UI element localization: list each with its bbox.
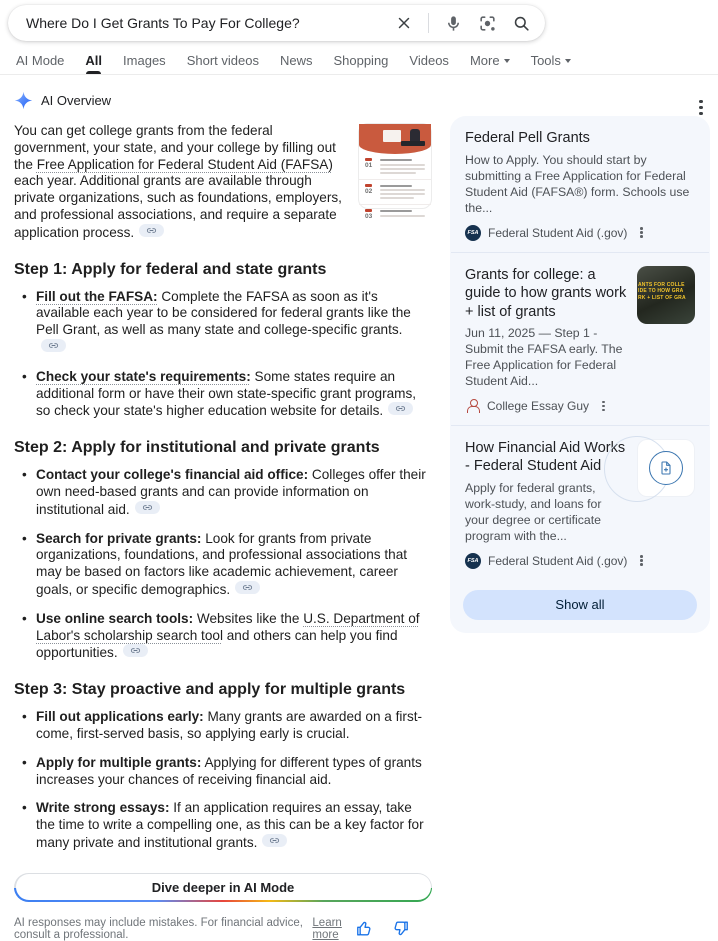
college-essay-guy-favicon bbox=[465, 398, 480, 413]
tab-more[interactable]: More bbox=[470, 46, 510, 74]
clear-icon[interactable] bbox=[395, 14, 413, 32]
link-icon bbox=[142, 502, 153, 513]
ai-overview-panel bbox=[14, 90, 432, 941]
dive-deeper-button[interactable]: Dive deeper in AI Mode bbox=[14, 873, 432, 902]
source-kebab-icon[interactable] bbox=[637, 553, 646, 569]
tab-ai-mode[interactable]: AI Mode bbox=[16, 52, 65, 68]
tab-all[interactable]: All bbox=[85, 46, 102, 74]
link-icon bbox=[242, 582, 253, 593]
citation-chip[interactable] bbox=[262, 834, 287, 847]
step-2-heading: Step 2: Apply for institutional and private grants bbox=[14, 439, 380, 457]
show-all-button[interactable]: Show all bbox=[463, 590, 697, 620]
bullet-item: • Use online search tools: Websites like the U.S. Department of Labor's scholarship search tool and others can help you find opportunities. bbox=[14, 611, 432, 662]
intro-text: each year. Additional grants are available through private organizations, such as foundations, employers, and professional associations, and require a separate application process. bbox=[14, 173, 342, 240]
bullet-item: • Contact your college's financial aid office: Colleges offer their own need-based grants and can provide information on institutional aid. bbox=[14, 467, 432, 518]
ai-overview-intro bbox=[14, 123, 432, 242]
search-input[interactable]: Where Do I Get Grants To Pay For College? bbox=[26, 15, 300, 31]
tab-shopping[interactable]: Shopping bbox=[333, 52, 389, 68]
ai-overview-label: AI Overview bbox=[41, 92, 112, 108]
step-3-bullets bbox=[14, 709, 432, 852]
source-card-title[interactable]: Federal Pell Grants bbox=[465, 130, 590, 146]
source-card-desc: Jun 11, 2025 — Step 1 - Submit the FAFSA early. The Free Application for Federal Student Aid... bbox=[465, 326, 623, 388]
link-icon bbox=[130, 645, 141, 656]
source-card-desc: How to Apply. You should start by submitting a Free Application for Federal Student Aid (FAFSA®) form. Schools use the... bbox=[465, 152, 690, 215]
tab-news[interactable]: News bbox=[279, 52, 313, 68]
bullet-item: • Write strong essays: If an application requires an essay, take the time to write a compelling one, as this can be a key factor for many private and institutional grants. bbox=[14, 800, 432, 851]
step-1-heading: Step 1: Apply for federal and state grants bbox=[14, 260, 327, 278]
fill-out-fafsa-link[interactable]: Fill out the FAFSA: bbox=[36, 288, 158, 304]
intro-infographic-thumbnail[interactable]: 01 02 03 bbox=[358, 123, 432, 209]
source-card-grants-for-college[interactable] bbox=[450, 253, 710, 425]
source-thumbnail-document[interactable] bbox=[637, 439, 695, 497]
source-card-how-financial-aid-works[interactable] bbox=[450, 426, 710, 580]
search-icon[interactable] bbox=[512, 14, 531, 33]
source-name: Federal Student Aid (.gov) bbox=[488, 225, 628, 240]
federal-student-aid-favicon: FSA bbox=[465, 225, 481, 241]
search-bar-divider bbox=[428, 13, 429, 33]
lens-icon[interactable] bbox=[478, 14, 497, 33]
tab-short-videos[interactable]: Short videos bbox=[186, 52, 259, 68]
results-tab-bar bbox=[0, 46, 718, 75]
federal-student-aid-favicon: FSA bbox=[465, 553, 481, 569]
learn-more-link[interactable]: Learn more bbox=[312, 916, 342, 941]
source-card-federal-pell-grants[interactable] bbox=[450, 116, 710, 252]
link-icon bbox=[395, 403, 406, 414]
source-card-desc: Apply for federal grants, work-study, and loans for your degree or certificate program with the... bbox=[465, 480, 602, 543]
sources-panel bbox=[450, 116, 710, 633]
citation-chip[interactable] bbox=[235, 581, 260, 594]
intro-text: You can get college grants from the federal government, your state, and your college by filling out the bbox=[14, 123, 336, 172]
step-1-bullets bbox=[14, 289, 432, 421]
chevron-down-icon bbox=[504, 59, 510, 63]
bullet-item: • Apply for multiple grants: Applying for different types of grants increases your chances of receiving financial aid. bbox=[14, 755, 432, 789]
disclaimer-text: AI responses may include mistakes. For financial advice, consult a professional. bbox=[14, 916, 303, 941]
bullet-item: • Search for private grants: Look for grants from private organizations, foundations, and professional associations that may be based on factors like academic achievement, career goals, or specific demographics. bbox=[14, 531, 432, 599]
citation-chip[interactable] bbox=[388, 402, 413, 415]
mic-icon[interactable] bbox=[444, 14, 463, 33]
bullet-item: • Check your state's requirements: Some states require an additional form or have their own state-specific grant programs, so check your state's higher education website for details. bbox=[14, 369, 432, 420]
bullet-item: • Fill out the FAFSA: Complete the FAFSA as soon as it's available each year to be considered for federal grants like the Pell Grant, as well as many state and college-specific grants. bbox=[14, 289, 432, 357]
link-icon bbox=[48, 340, 59, 351]
tab-tools[interactable]: Tools bbox=[531, 46, 571, 74]
search-bar[interactable] bbox=[8, 5, 545, 41]
citation-chip[interactable] bbox=[135, 501, 160, 514]
source-card-title[interactable]: Grants for college: a guide to how grants work + list of grants bbox=[465, 266, 627, 320]
document-plus-icon bbox=[658, 460, 674, 476]
citation-chip[interactable] bbox=[139, 224, 164, 237]
chevron-down-icon bbox=[565, 59, 571, 63]
thumbs-down-icon[interactable] bbox=[391, 919, 410, 938]
source-name: Federal Student Aid (.gov) bbox=[488, 553, 628, 568]
dol-scholarship-tool-link[interactable]: U.S. Department of Labor's scholarship search tool bbox=[36, 610, 420, 643]
link-icon bbox=[146, 225, 157, 236]
ai-disclaimer-row bbox=[14, 917, 432, 941]
citation-chip[interactable] bbox=[41, 339, 66, 352]
step-3-heading: Step 3: Stay proactive and apply for multiple grants bbox=[14, 681, 406, 699]
source-kebab-icon[interactable] bbox=[637, 225, 646, 241]
citation-chip[interactable] bbox=[123, 644, 148, 657]
fafsa-link[interactable]: Free Application for Federal Student Aid (FAFSA) bbox=[36, 156, 333, 172]
ai-overview-header bbox=[14, 90, 432, 110]
tab-images[interactable]: Images bbox=[123, 52, 166, 68]
state-requirements-link[interactable]: Check your state's requirements: bbox=[36, 368, 251, 384]
thumbs-up-icon[interactable] bbox=[355, 919, 374, 938]
source-name: College Essay Guy bbox=[487, 398, 590, 413]
tab-videos[interactable]: Videos bbox=[409, 52, 449, 68]
step-2-bullets bbox=[14, 467, 432, 662]
bullet-item: • Fill out applications early: Many grants are awarded on a first-come, first-served basis, so applying early is crucial. bbox=[14, 709, 432, 743]
link-icon bbox=[269, 835, 280, 846]
infographic-header-art bbox=[359, 124, 431, 154]
source-card-title[interactable]: How Financial Aid Works - Federal Student Aid bbox=[465, 439, 626, 474]
source-kebab-icon[interactable] bbox=[599, 398, 608, 414]
source-thumbnail-image[interactable]: ANTS FOR COLLE IDE TO HOW GRA RK + LIST OF GRA bbox=[637, 266, 695, 324]
ai-sparkle-icon bbox=[14, 91, 33, 110]
